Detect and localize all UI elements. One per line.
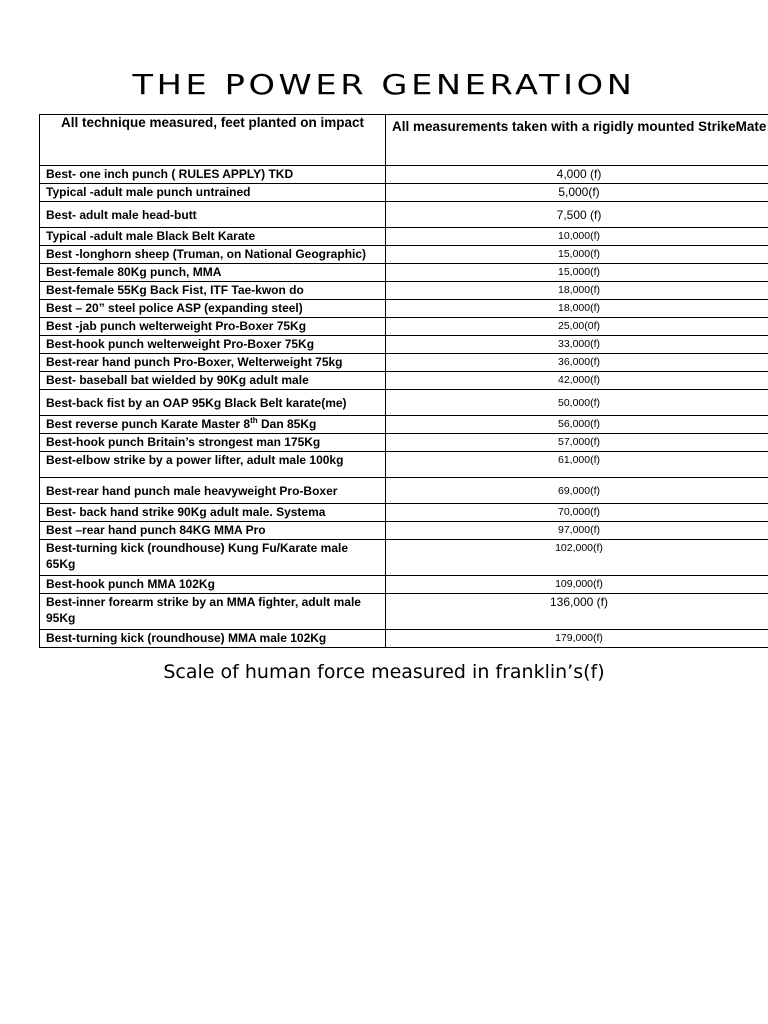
technique-cell: Best-back fist by an OAP 95Kg Black Belt karate(me)	[40, 390, 386, 416]
force-value-cell: 15,000(f)	[386, 246, 768, 264]
technique-cell: Best – 20” steel police ASP (expanding steel)	[40, 300, 386, 318]
column-header-measurement: All measurements taken with a rigidly mounted StrikeMate	[386, 115, 768, 166]
table-row	[40, 478, 768, 504]
force-value-cell: 25,00(0f)	[386, 318, 768, 336]
technique-cell: Typical -adult male punch untrained	[40, 184, 386, 202]
page-title: THE POWER GENERATION	[132, 68, 636, 101]
table-row	[40, 434, 768, 452]
force-value-cell: 33,000(f)	[386, 336, 768, 354]
table-row	[40, 318, 768, 336]
force-value-cell: 50,000(f)	[386, 390, 768, 416]
technique-cell: Best-elbow strike by a power lifter, adult male 100kg	[40, 452, 386, 478]
force-value-cell: 10,000(f)	[386, 228, 768, 246]
force-value-cell: 7,500 (f)	[386, 202, 768, 228]
table-row	[40, 452, 768, 478]
technique-cell: Best-turning kick (roundhouse) Kung Fu/Karate male 65Kg	[40, 540, 386, 576]
table-row	[40, 630, 768, 648]
table-row	[40, 184, 768, 202]
technique-cell	[40, 416, 386, 434]
table-caption: Scale of human force measured in franklin’s(f)	[163, 661, 605, 683]
table-row	[40, 246, 768, 264]
technique-cell: Best –rear hand punch 84KG MMA Pro	[40, 522, 386, 540]
table-row	[40, 594, 768, 630]
technique-cell: Best-rear hand punch male heavyweight Pro-Boxer	[40, 478, 386, 504]
table-row	[40, 416, 768, 434]
technique-cell: Best-hook punch Britain’s strongest man 175Kg	[40, 434, 386, 452]
technique-cell: Best- one inch punch ( RULES APPLY) TKD	[40, 166, 386, 184]
force-value-cell: 102,000(f)	[386, 540, 768, 576]
technique-cell: Best-hook punch MMA 102Kg	[40, 576, 386, 594]
force-table	[39, 114, 768, 648]
table-row	[40, 228, 768, 246]
technique-text-tail: Dan 85Kg	[257, 417, 317, 431]
technique-cell: Best- adult male head-butt	[40, 202, 386, 228]
force-value-cell: 69,000(f)	[386, 478, 768, 504]
technique-cell: Best-turning kick (roundhouse) MMA male 102Kg	[40, 630, 386, 648]
table-row	[40, 166, 768, 184]
force-value-cell: 15,000(f)	[386, 264, 768, 282]
technique-cell: Best-rear hand punch Pro-Boxer, Welterweight 75kg	[40, 354, 386, 372]
table-row	[40, 354, 768, 372]
force-value-cell: 97,000(f)	[386, 522, 768, 540]
table-row	[40, 300, 768, 318]
force-value-cell: 4,000 (f)	[386, 166, 768, 184]
table-header-row	[40, 115, 768, 166]
table-row	[40, 336, 768, 354]
technique-text: Best reverse punch Karate Master 8	[46, 417, 251, 431]
column-header-technique: All technique measured, feet planted on impact	[40, 115, 386, 166]
force-value-cell: 70,000(f)	[386, 504, 768, 522]
force-value-cell: 36,000(f)	[386, 354, 768, 372]
technique-cell: Typical -adult male Black Belt Karate	[40, 228, 386, 246]
technique-cell: Best- back hand strike 90Kg adult male. Systema	[40, 504, 386, 522]
table-row	[40, 504, 768, 522]
table-row	[40, 576, 768, 594]
force-value-cell: 18,000(f)	[386, 300, 768, 318]
technique-cell: Best -jab punch welterweight Pro-Boxer 75Kg	[40, 318, 386, 336]
force-value-cell: 57,000(f)	[386, 434, 768, 452]
force-value-cell: 109,000(f)	[386, 576, 768, 594]
table-row	[40, 522, 768, 540]
force-value-cell: 179,000(f)	[386, 630, 768, 648]
table-row	[40, 282, 768, 300]
force-value-cell: 136,000 (f)	[386, 594, 768, 630]
force-value-cell: 18,000(f)	[386, 282, 768, 300]
technique-cell: Best-inner forearm strike by an MMA fighter, adult male 95Kg	[40, 594, 386, 630]
force-value-cell: 5,000(f)	[386, 184, 768, 202]
table-row	[40, 264, 768, 282]
technique-cell: Best-female 55Kg Back Fist, ITF Tae-kwon do	[40, 282, 386, 300]
technique-cell: Best-hook punch welterweight Pro-Boxer 75Kg	[40, 336, 386, 354]
force-value-cell: 42,000(f)	[386, 372, 768, 390]
technique-cell: Best -longhorn sheep (Truman, on National Geographic)	[40, 246, 386, 264]
table-row	[40, 390, 768, 416]
technique-cell: Best- baseball bat wielded by 90Kg adult male	[40, 372, 386, 390]
table-row	[40, 540, 768, 576]
force-value-cell: 61,000(f)	[386, 452, 768, 478]
table-row	[40, 202, 768, 228]
ordinal-suffix: th	[250, 416, 258, 425]
force-value-cell: 56,000(f)	[386, 416, 768, 434]
technique-cell: Best-female 80Kg punch, MMA	[40, 264, 386, 282]
table-row	[40, 372, 768, 390]
